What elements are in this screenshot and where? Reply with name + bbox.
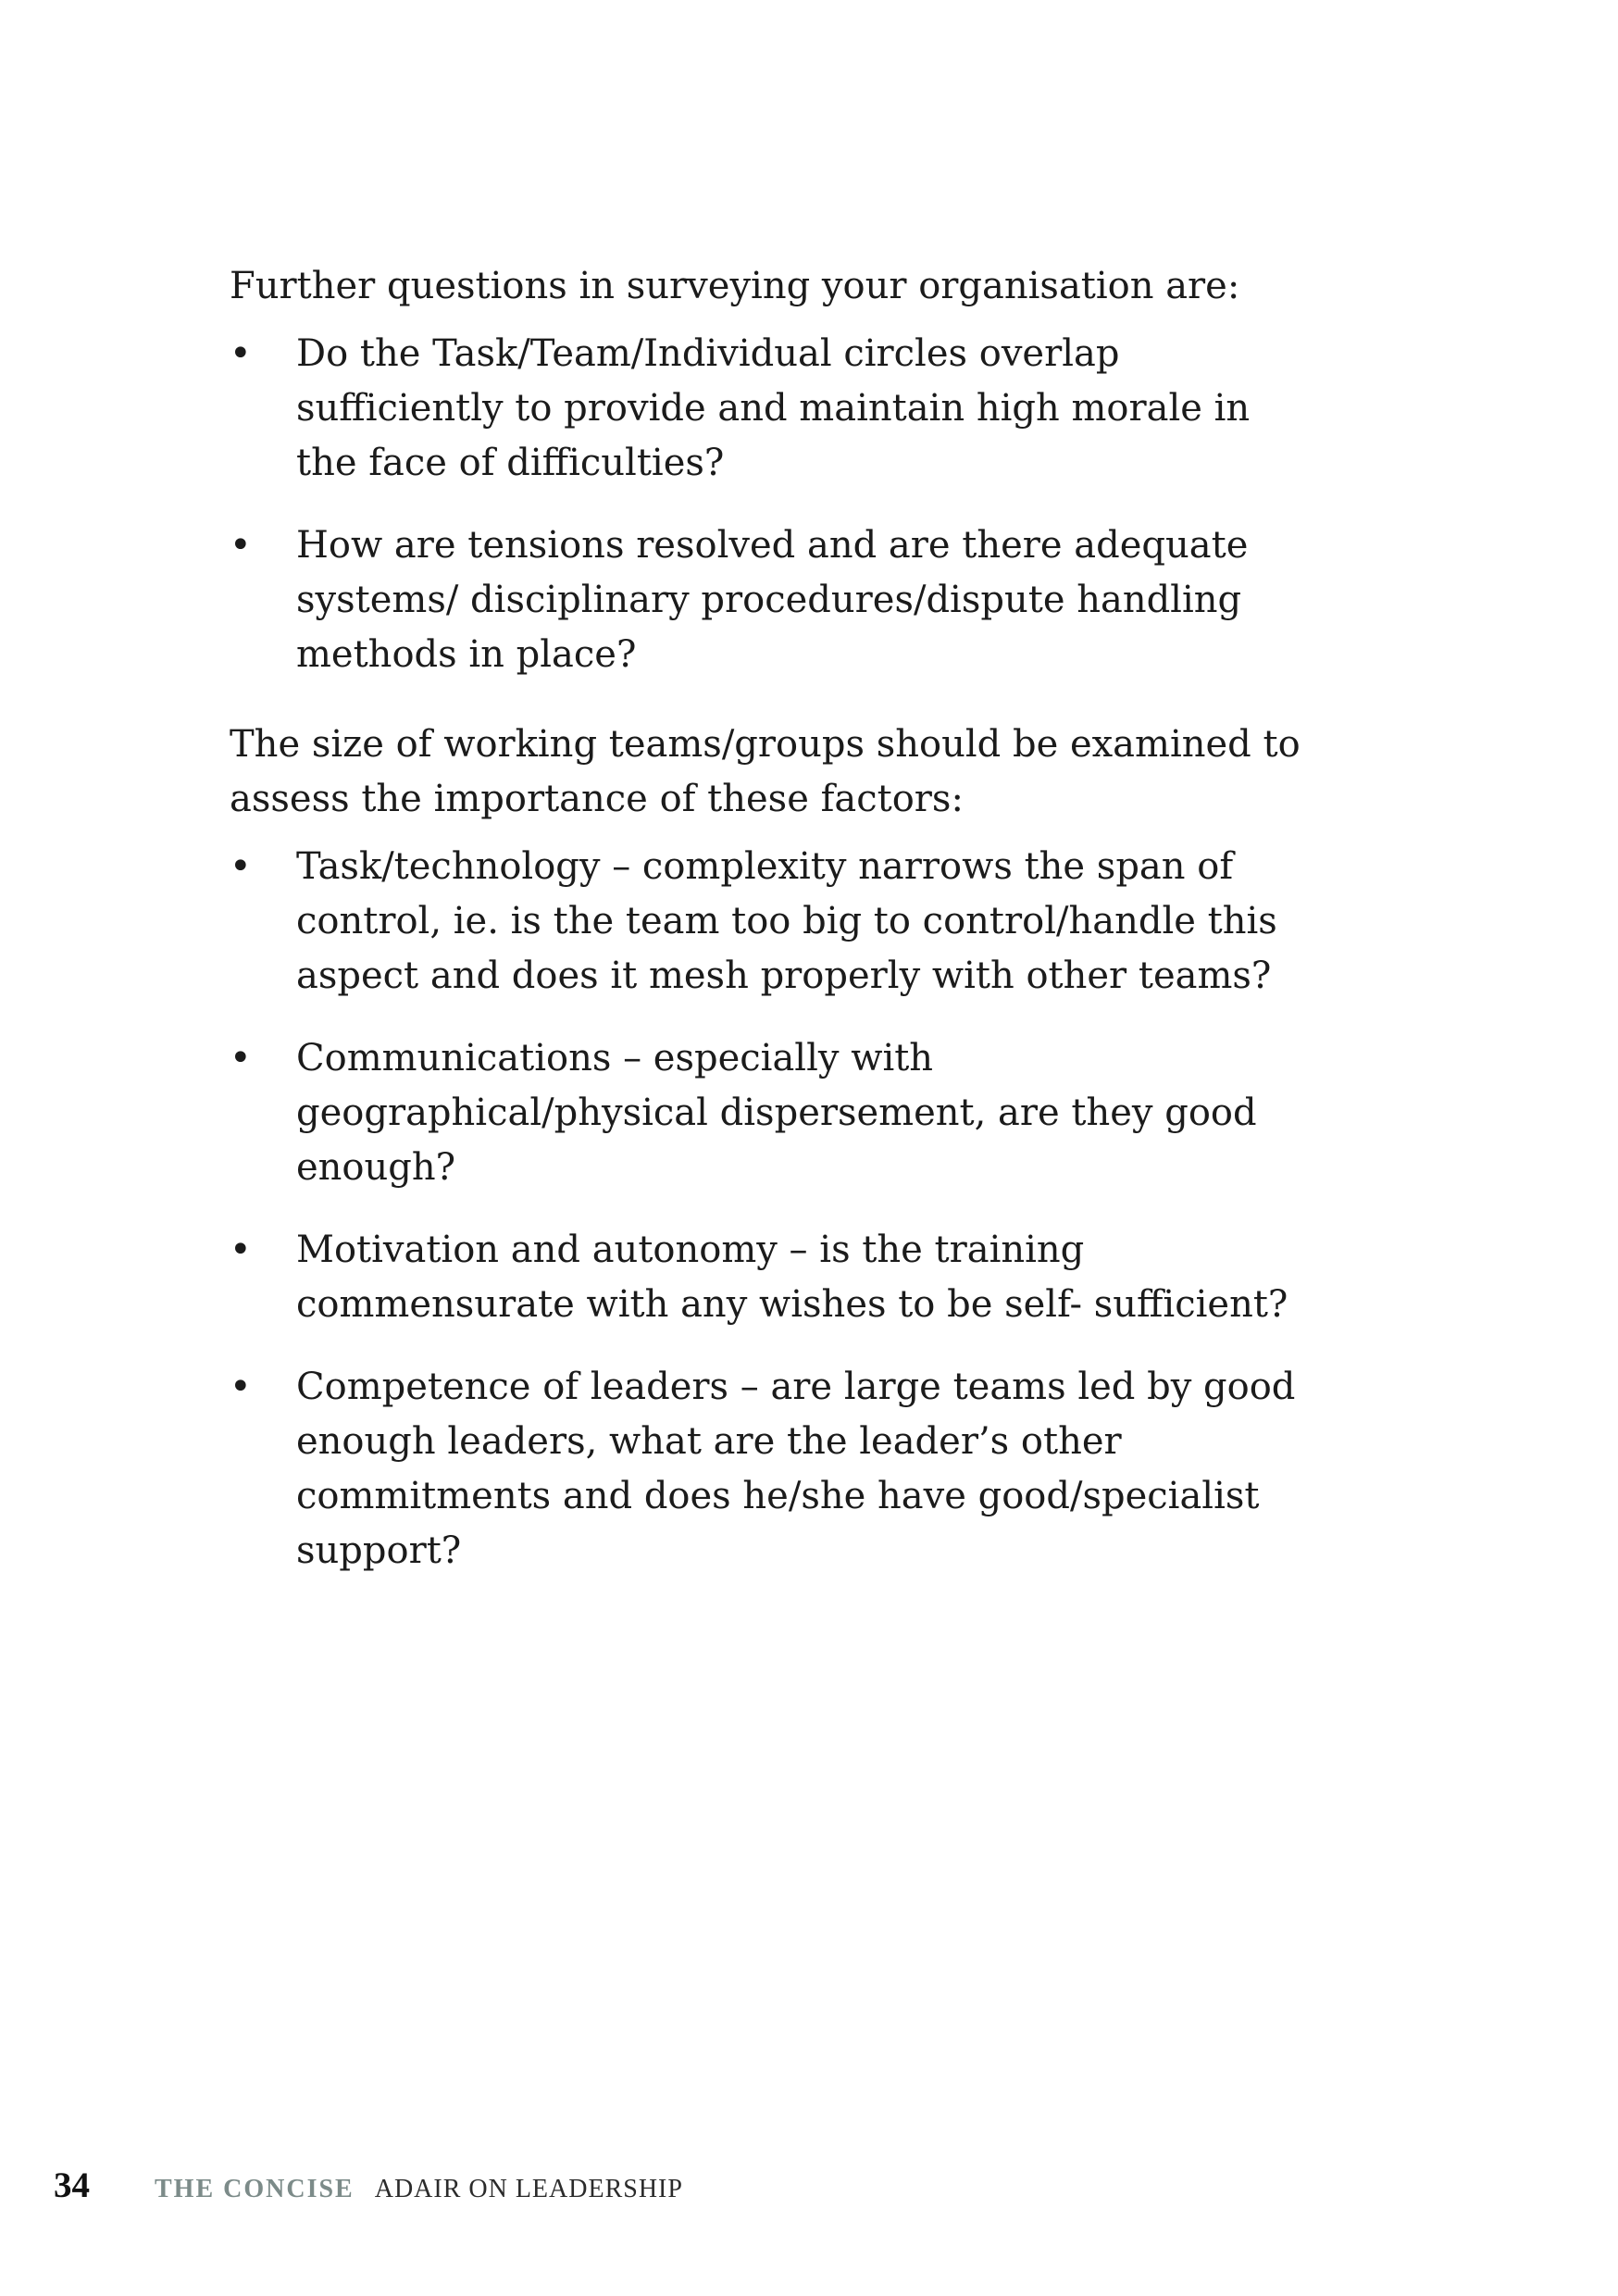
- list-item: [230, 327, 1303, 491]
- list-item-text: Do the Task/Team/Individual circles overlap sufficiently to provide and maintain high morale in the face of difficulties?: [296, 332, 1251, 484]
- intro-paragraph: Further questions in surveying your organisation are:: [230, 265, 1240, 307]
- bullet-icon: •: [230, 524, 252, 567]
- book-title: ADAIR ON LEADERSHIP: [374, 2175, 683, 2203]
- list-item-text: Task/technology – complexity narrows the span of control, ie. is the team too big to control/handle this aspect and does it mesh properly with other teams?: [296, 845, 1277, 997]
- bullet-icon: •: [230, 332, 252, 375]
- list-item: [230, 840, 1303, 1004]
- list-item-text: Competence of leaders – are large teams led by good enough leaders, what are the leader’s other commitments and does he/she have good/specialist support?: [296, 1366, 1296, 1572]
- list-item-text: Communications – especially with geographical/physical dispersement, are they good enough?: [296, 1037, 1257, 1189]
- list-item: [230, 1360, 1303, 1578]
- bullet-icon: •: [230, 1037, 252, 1079]
- factors-bullet-list: [230, 840, 1303, 1578]
- list-item: [230, 518, 1303, 682]
- bullet-icon: •: [230, 1366, 252, 1408]
- bullet-icon: •: [230, 1229, 252, 1271]
- book-title-prefix: THE CONCISE: [155, 2175, 355, 2203]
- list-item: [230, 1223, 1303, 1332]
- page-content: [230, 259, 1303, 1578]
- first-bullet-list: [230, 327, 1303, 682]
- factors-paragraph: The size of working teams/groups should be examined to assess the importance of these factors:: [230, 723, 1301, 820]
- page-number: 34: [54, 2165, 90, 2205]
- list-item-text: How are tensions resolved and are there adequate systems/ disciplinary procedures/dispute handling methods in place?: [296, 524, 1249, 676]
- bullet-icon: •: [230, 845, 252, 888]
- page-footer: [54, 2165, 683, 2211]
- list-item: [230, 1031, 1303, 1195]
- list-item-text: Motivation and autonomy – is the training commensurate with any wishes to be self- sufficient?: [296, 1229, 1288, 1326]
